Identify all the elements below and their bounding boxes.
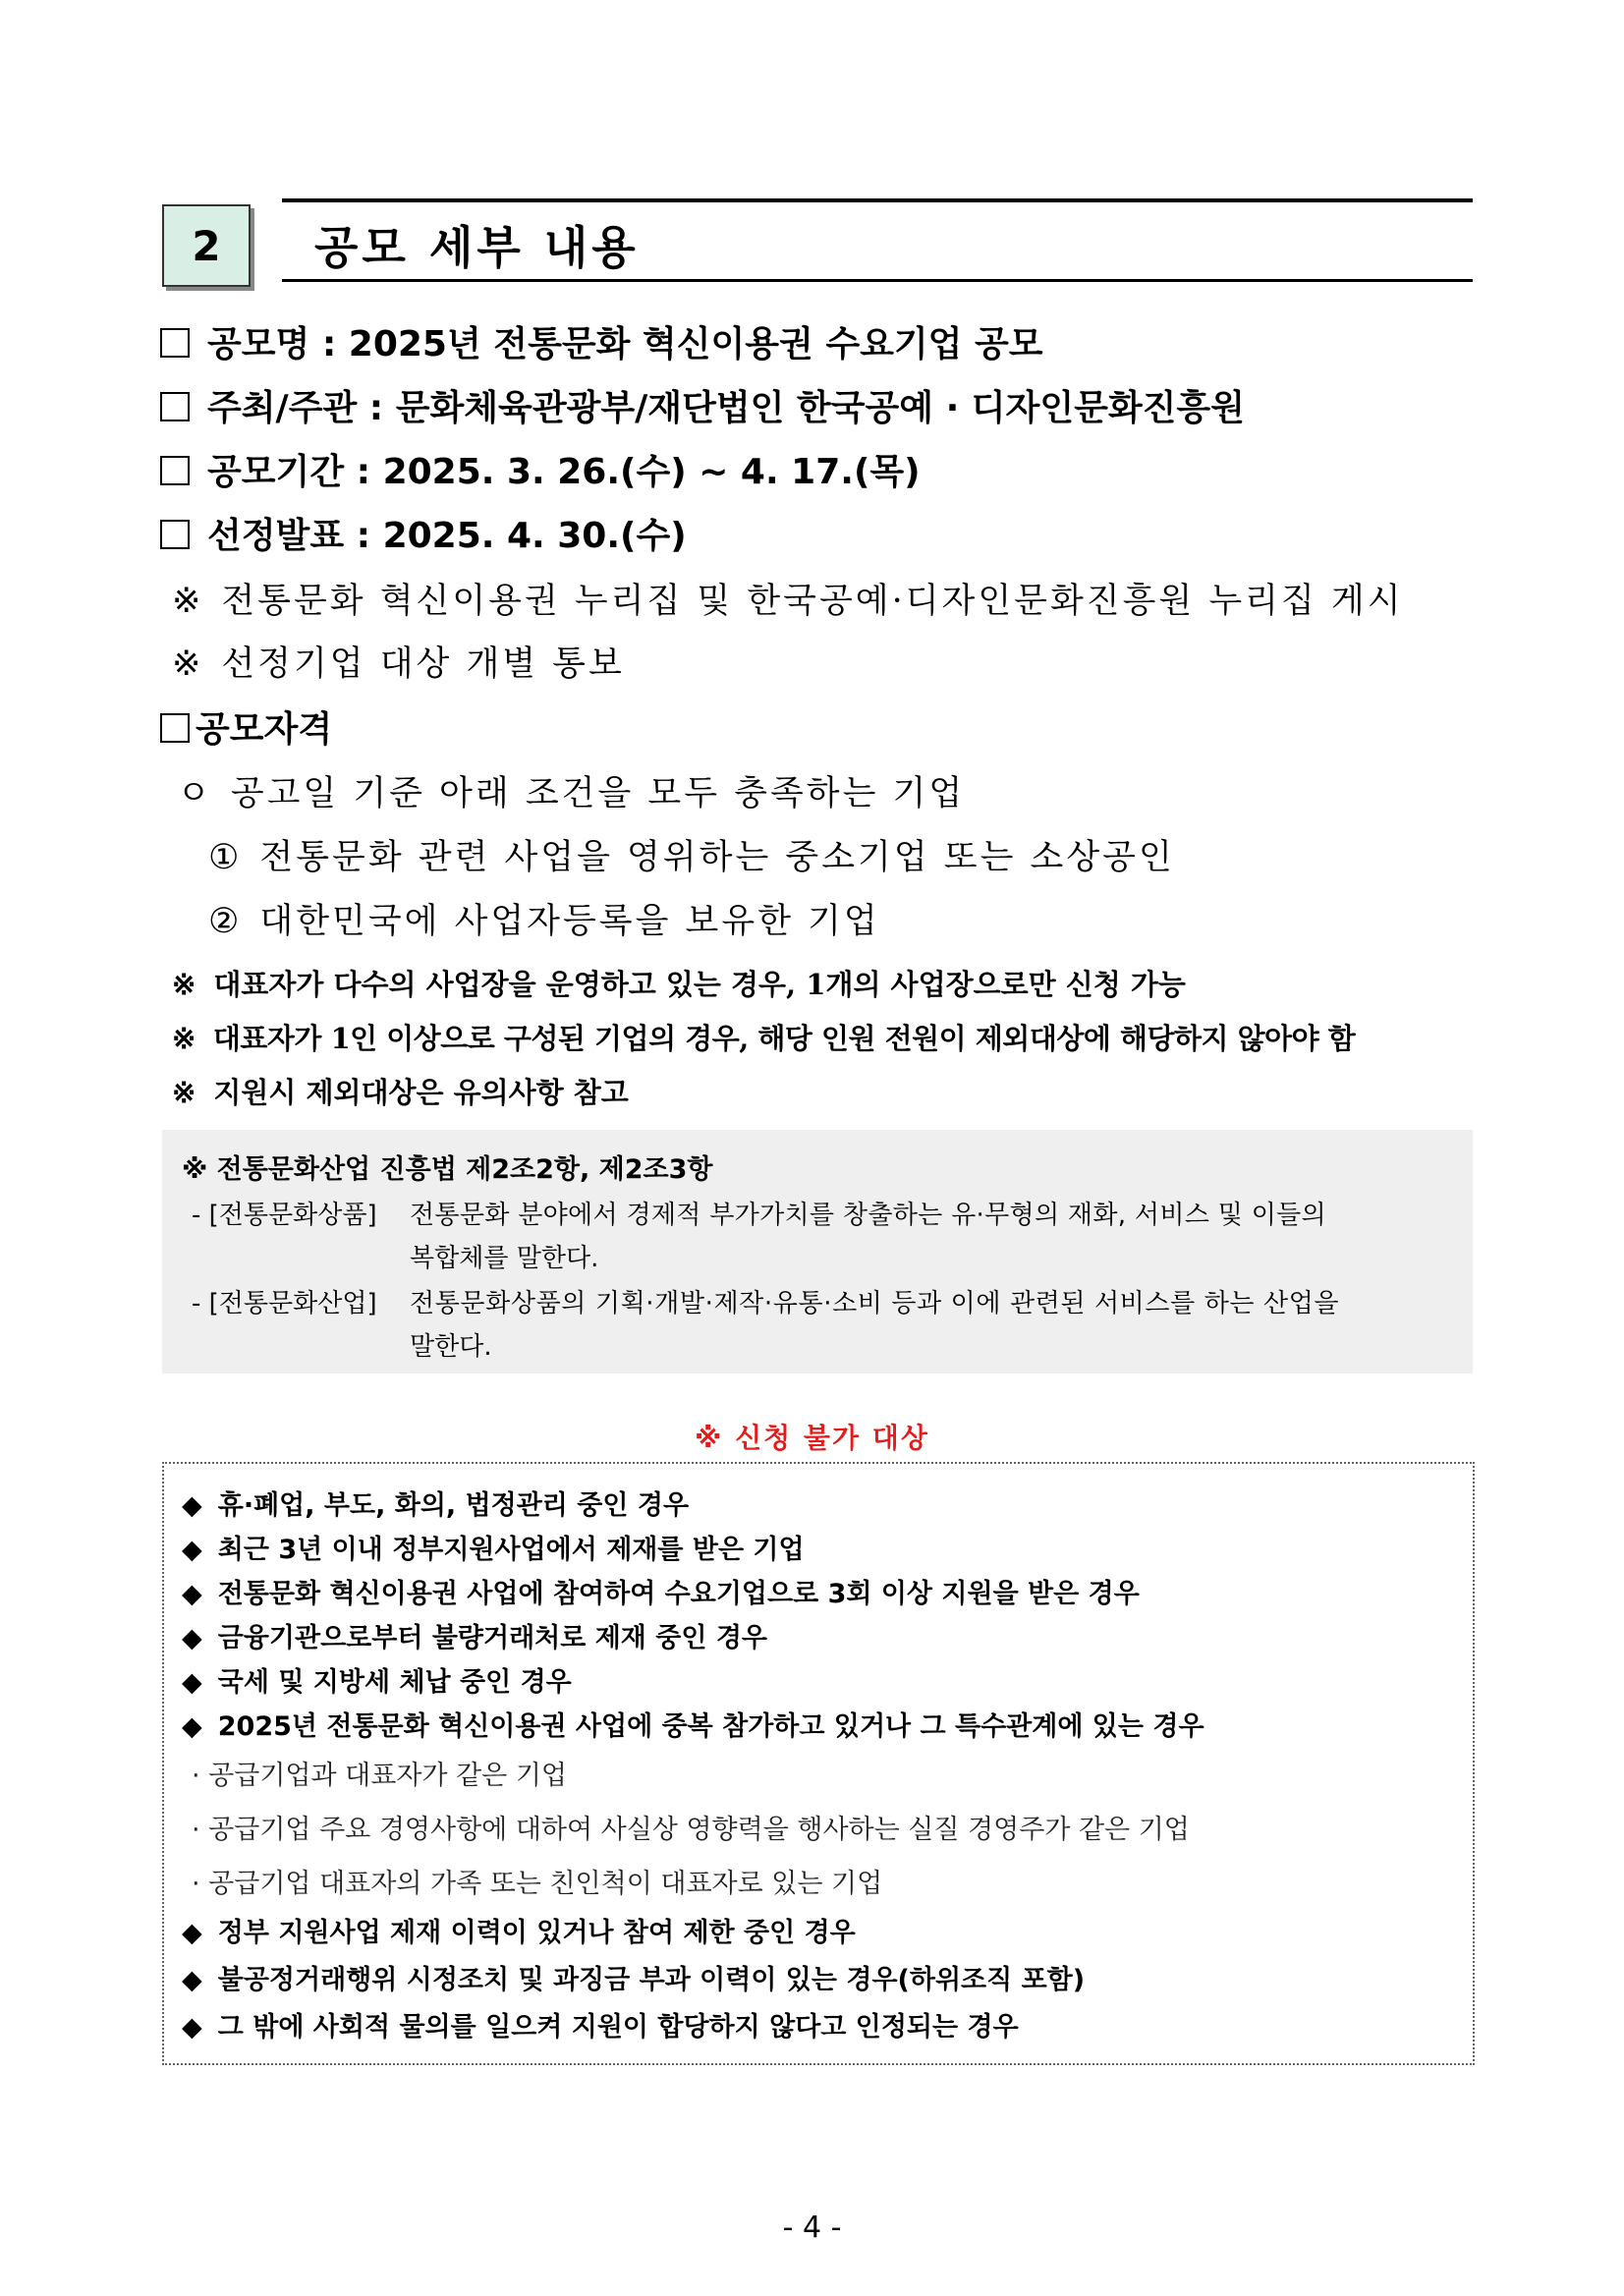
page-number: - 4 -	[782, 2211, 842, 2245]
qualification-note-3: ※ 지원시 제외대상은 유의사항 참고	[172, 1076, 629, 1109]
diamond-bullet-icon: ◆	[182, 1711, 202, 1742]
item-period: 공모기간 : 2025. 3. 26.(수) ~ 4. 17.(목)	[160, 444, 921, 494]
exclusion-sub-item: · 공급기업과 대표자가 같은 기업	[192, 1761, 567, 1791]
qualification-lead: ㅇ 공고일 기준 아래 조건을 모두 충족하는 기업	[177, 774, 966, 813]
reference-mark-icon: ※	[172, 968, 196, 1001]
diamond-bullet-icon: ◆	[182, 1667, 202, 1698]
exclusion-sub-item: · 공급기업 대표자의 가족 또는 친인척이 대표자로 있는 기업	[192, 1869, 883, 1899]
exclusion-sub-item: · 공급기업 주요 경영사항에 대하여 사실상 영향력을 행사하는 실질 경영주가 같은 기업	[192, 1815, 1190, 1845]
circle-bullet-icon: ㅇ	[177, 774, 213, 813]
definition-text-1-line1: 전통문화 분야에서 경제적 부가가치를 창출하는 유·무형의 재화, 서비스 및 이들의	[410, 1201, 1326, 1230]
exclusion-item: ◆ 2025년 전통문화 혁신이용권 사업에 중복 참가하고 있거나 그 특수관계에 있는 경우	[182, 1711, 1204, 1742]
exclusion-item: ◆ 정부 지원사업 제재 이력이 있거나 참여 제한 중인 경우	[182, 1918, 856, 1948]
definition-text-2-line1: 전통문화상품의 기획·개발·제작·유통·소비 등과 이에 관련된 서비스를 하는 산업을	[410, 1289, 1340, 1318]
exclusion-item: ◆ 금융기관으로부터 불량거래처로 제재 중인 경우	[182, 1623, 768, 1653]
checkbox-square-icon	[160, 456, 190, 485]
diamond-bullet-icon: ◆	[182, 1579, 202, 1609]
qualification-condition-2: ② 대한민국에 사업자등록을 보유한 기업	[208, 902, 880, 941]
qualification-note-2: ※ 대표자가 1인 이상으로 구성된 기업의 경우, 해당 인원 전원이 제외대상에 해당하지 않아야 함	[172, 1022, 1356, 1055]
exclusion-item: ◆ 최근 3년 이내 정부지원사업에서 제재를 받은 기업	[182, 1535, 805, 1565]
exclusion-box	[162, 1462, 1475, 2065]
note-announce-website: ※ 전통문화 혁신이용권 누리집 및 한국공예·디자인문화진흥원 누리집 게시	[172, 582, 1404, 621]
definition-title: ※ 전통문화산업 진흥법 제2조2항, 제2조3항	[182, 1154, 713, 1185]
diamond-bullet-icon: ◆	[182, 2012, 202, 2043]
section-title: 공모 세부 내용	[314, 221, 640, 274]
qualification-note-1: ※ 대표자가 다수의 사업장을 운영하고 있는 경우, 1개의 사업장으로만 신청 가능	[172, 968, 1186, 1001]
checkbox-square-icon	[160, 713, 190, 743]
title-rule-bottom	[282, 279, 1473, 282]
definition-term-2: - [전통문화산업]	[192, 1289, 377, 1318]
reference-mark-icon: ※	[172, 582, 204, 621]
diamond-bullet-icon: ◆	[182, 1490, 202, 1521]
exclusion-item: ◆ 불공정거래행위 시정조치 및 과징금 부과 이력이 있는 경우(하위조직 포함)	[182, 1965, 1086, 1995]
reference-mark-icon: ※	[172, 644, 204, 684]
checkbox-square-icon	[160, 392, 190, 421]
definition-text-1-line2: 복합체를 말한다.	[410, 1244, 599, 1273]
diamond-bullet-icon: ◆	[182, 1535, 202, 1565]
exclusion-item: ◆ 휴·폐업, 부도, 화의, 법정관리 중인 경우	[182, 1490, 690, 1521]
reference-mark-icon: ※	[172, 1022, 196, 1055]
diamond-bullet-icon: ◆	[182, 1623, 202, 1653]
exclusion-title: ※ 신청 불가 대상	[695, 1422, 929, 1454]
circled-number-2: ②	[208, 902, 243, 941]
item-announcement: 선정발표 : 2025. 4. 30.(수)	[160, 508, 687, 558]
definition-term-1: - [전통문화상품]	[192, 1201, 377, 1230]
title-rule-top	[282, 198, 1473, 202]
note-announce-individual: ※ 선정기업 대상 개별 통보	[172, 644, 625, 684]
item-contest-name: 공모명 : 2025년 전통문화 혁신이용권 수요기업 공모	[160, 316, 1043, 366]
diamond-bullet-icon: ◆	[182, 1965, 202, 1995]
qualification-condition-1: ① 전통문화 관련 사업을 영위하는 중소기업 또는 소상공인	[208, 838, 1175, 877]
reference-mark-icon: ※	[172, 1076, 196, 1109]
item-organizer: 주최/주관 : 문화체육관광부/재단법인 한국공예 · 디자인문화진흥원	[160, 380, 1245, 430]
exclusion-item: ◆ 그 밖에 사회적 물의를 일으켜 지원이 합당하지 않다고 인정되는 경우	[182, 2012, 1019, 2043]
exclusion-item: ◆ 국세 및 지방세 체납 중인 경우	[182, 1667, 572, 1698]
exclusion-item: ◆ 전통문화 혁신이용권 사업에 참여하여 수요기업으로 3회 이상 지원을 받은 경우	[182, 1579, 1140, 1609]
circled-number-1: ①	[208, 838, 243, 877]
checkbox-square-icon	[160, 520, 190, 549]
qualification-heading: 공모자격	[160, 701, 332, 752]
definition-text-2-line2: 말한다.	[410, 1332, 492, 1362]
definition-box	[162, 1130, 1473, 1373]
diamond-bullet-icon: ◆	[182, 1918, 202, 1948]
checkbox-square-icon	[160, 328, 190, 358]
section-number-badge: 2	[162, 204, 251, 287]
